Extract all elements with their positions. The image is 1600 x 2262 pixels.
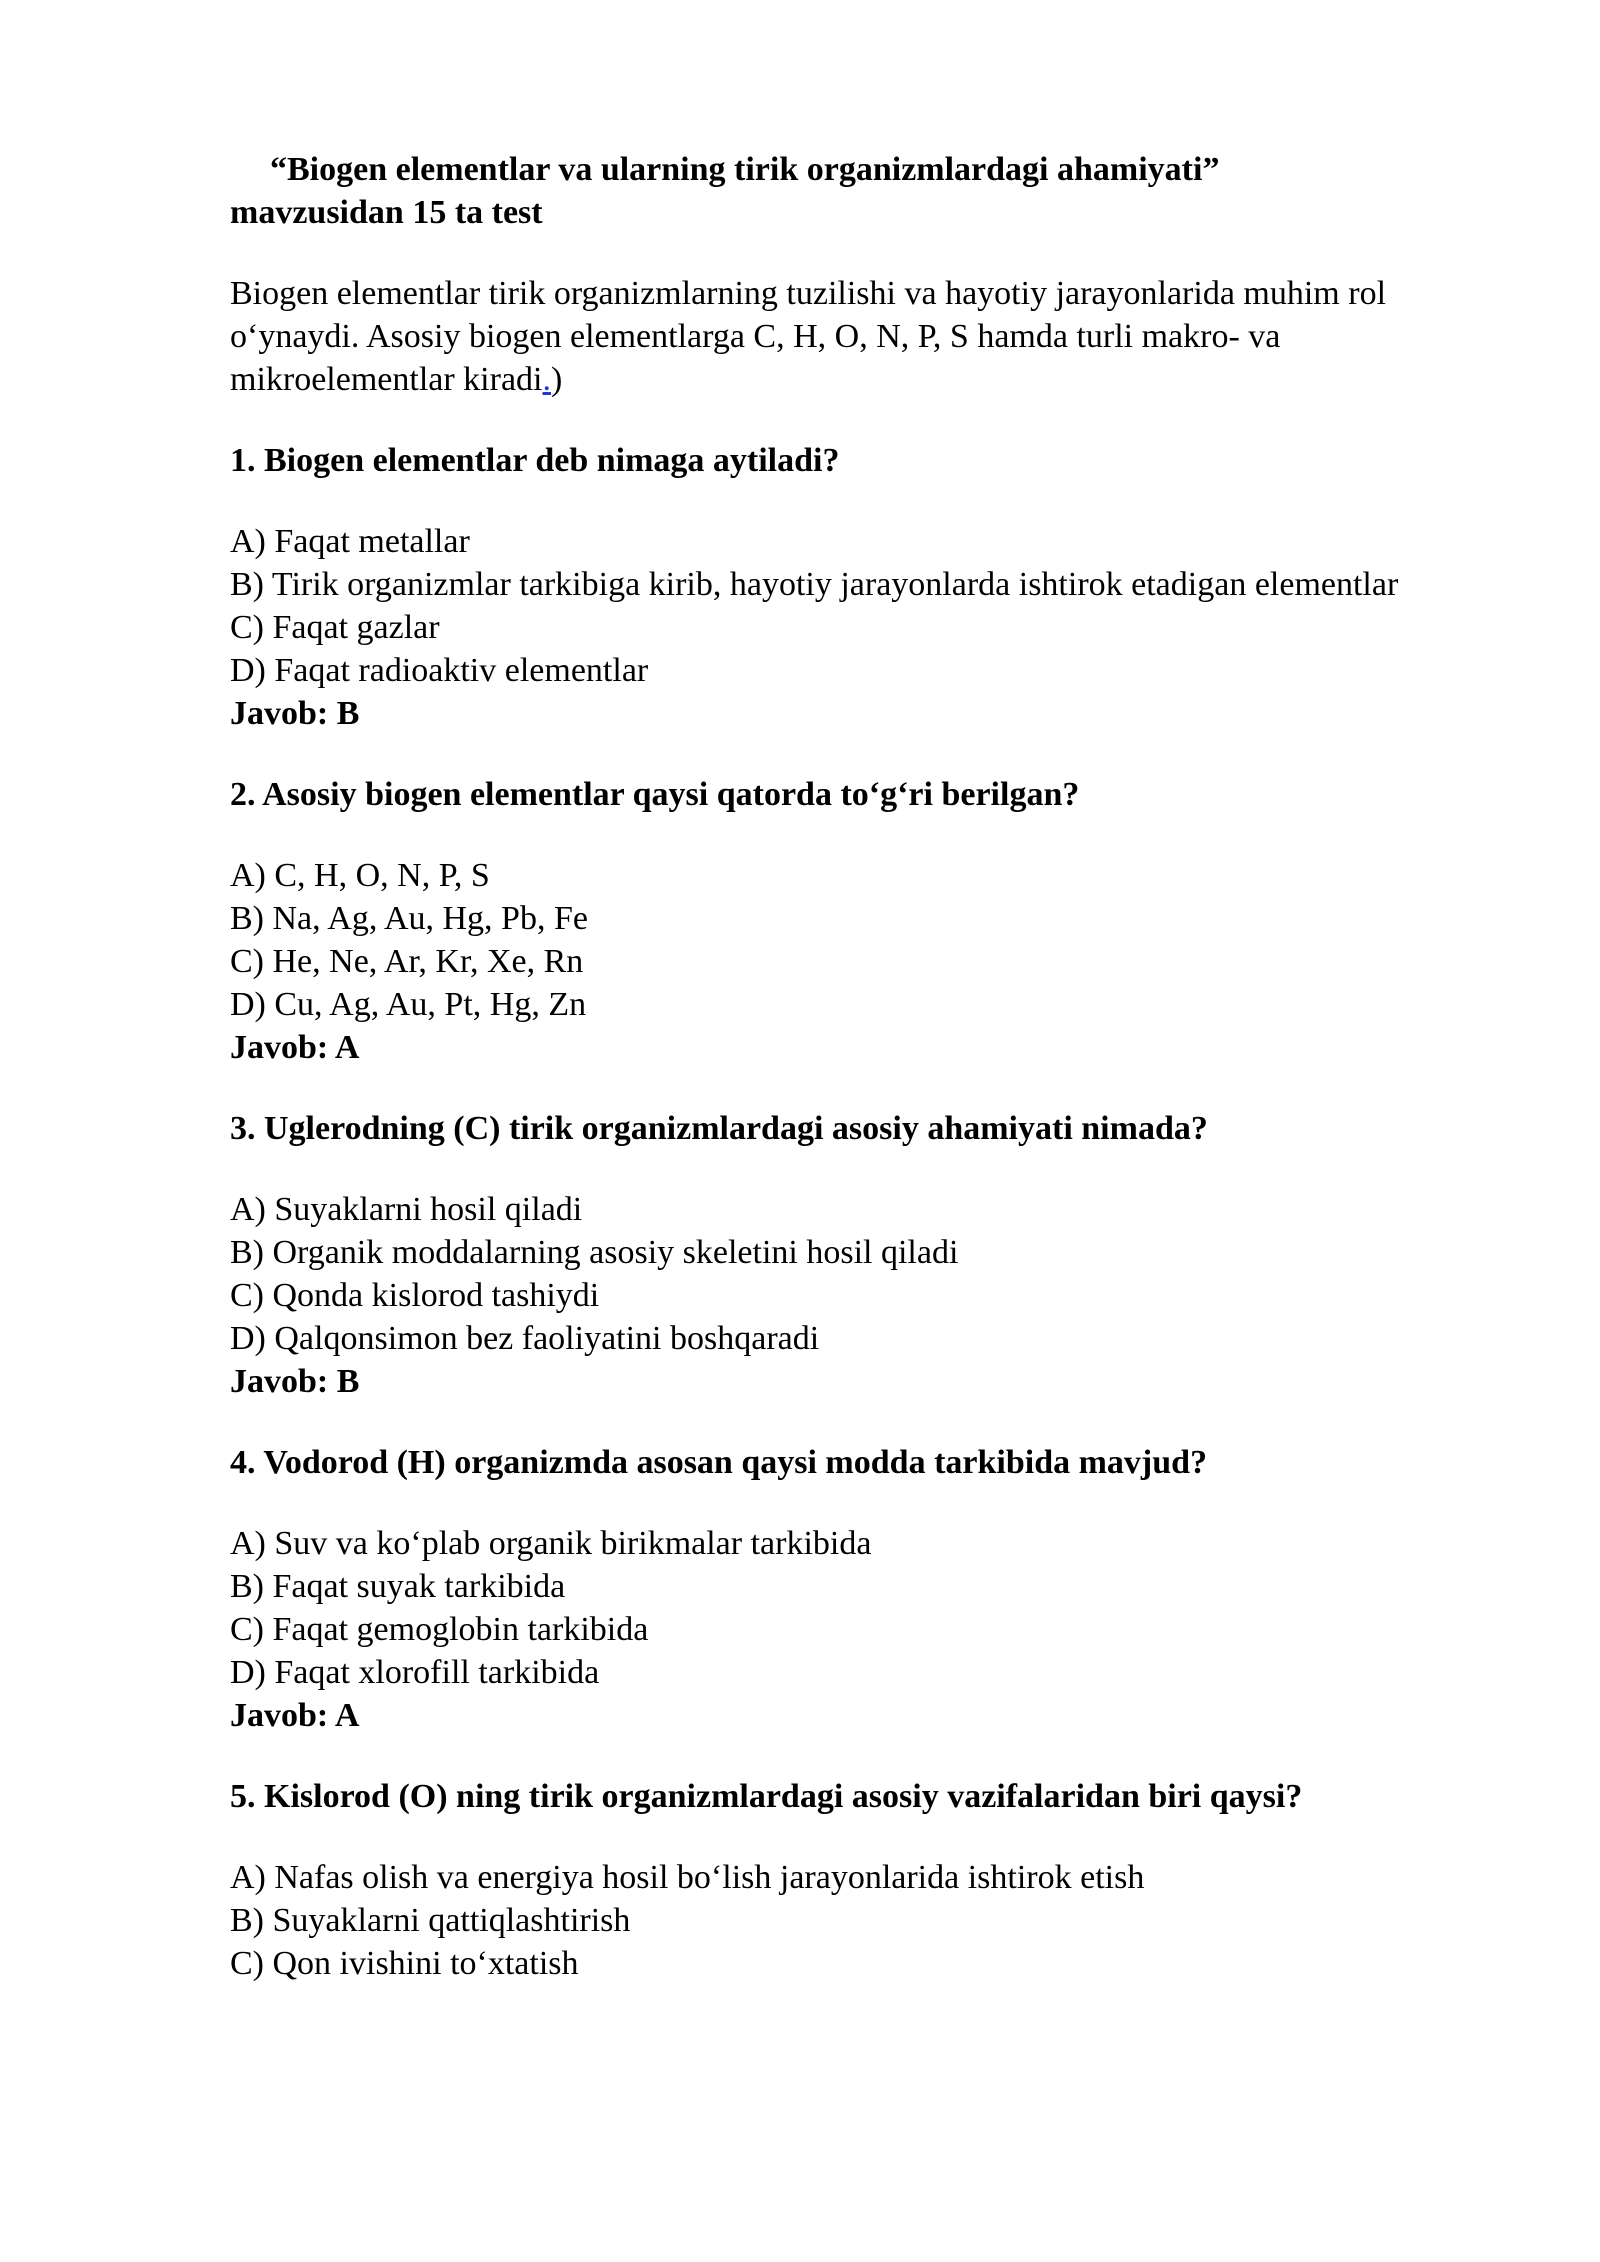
option-d: D) Faqat xlorofill tarkibida bbox=[230, 1654, 600, 1691]
intro-text: Biogen elementlar tirik organizmlarning tuzilishi va hayotiy jarayonlarida muhim rol o‘ynaydi. Asosiy biogen elementlarga C, H, O, N, P, S hamda turli makro- va mikroelementlar kiradi bbox=[230, 275, 1387, 398]
answer: Javob: B bbox=[230, 1363, 360, 1400]
question-text: 3. Uglerodning (C) tirik organizmlardagi asosiy ahamiyati nimada? bbox=[230, 1110, 1208, 1147]
option-b: B) Tirik organizmlar tarkibiga kirib, hayotiy jarayonlarda ishtirok etadigan elementlar bbox=[230, 566, 1399, 603]
question-3 bbox=[230, 1107, 1480, 1403]
intro-link[interactable]: . bbox=[542, 361, 551, 398]
question-4 bbox=[230, 1441, 1480, 1737]
question-text: 2. Asosiy biogen elementlar qaysi qatorda to‘g‘ri berilgan? bbox=[230, 776, 1080, 813]
question-5 bbox=[230, 1775, 1480, 1985]
question-text: 5. Kislorod (O) ning tirik organizmlardagi asosiy vazifalaridan biri qaysi? bbox=[230, 1778, 1303, 1815]
intro-tail: ) bbox=[551, 361, 563, 398]
intro-paragraph bbox=[230, 272, 1480, 401]
option-b: B) Faqat suyak tarkibida bbox=[230, 1568, 566, 1605]
option-c: C) He, Ne, Ar, Kr, Xe, Rn bbox=[230, 943, 584, 980]
answer: Javob: A bbox=[230, 1697, 360, 1734]
option-c: C) Qon ivishini to‘xtatish bbox=[230, 1945, 579, 1982]
option-d: D) Cu, Ag, Au, Pt, Hg, Zn bbox=[230, 986, 587, 1023]
option-c: C) Qonda kislorod tashiydi bbox=[230, 1277, 600, 1314]
option-c: C) Faqat gemoglobin tarkibida bbox=[230, 1611, 649, 1648]
option-d: D) Faqat radioaktiv elementlar bbox=[230, 652, 649, 689]
option-d: D) Qalqonsimon bez faoliyatini boshqaradi bbox=[230, 1320, 820, 1357]
title-line-2: mavzusidan 15 ta test bbox=[230, 194, 543, 231]
option-a: A) Suv va ko‘plab organik birikmalar tarkibida bbox=[230, 1525, 872, 1562]
question-text: 4. Vodorod (H) organizmda asosan qaysi modda tarkibida mavjud? bbox=[230, 1444, 1208, 1481]
option-a: A) C, H, O, N, P, S bbox=[230, 857, 490, 894]
option-b: B) Na, Ag, Au, Hg, Pb, Fe bbox=[230, 900, 588, 937]
document-title bbox=[230, 148, 1480, 234]
option-a: A) Faqat metallar bbox=[230, 523, 470, 560]
question-1 bbox=[230, 439, 1480, 735]
option-a: A) Suyaklarni hosil qiladi bbox=[230, 1191, 583, 1228]
answer: Javob: B bbox=[230, 695, 360, 732]
option-a: A) Nafas olish va energiya hosil bo‘lish jarayonlarida ishtirok etish bbox=[230, 1859, 1145, 1896]
option-c: C) Faqat gazlar bbox=[230, 609, 440, 646]
question-text: 1. Biogen elementlar deb nimaga aytiladi? bbox=[230, 442, 840, 479]
option-b: B) Organik moddalarning asosiy skeletini hosil qiladi bbox=[230, 1234, 959, 1271]
title-line-1: “Biogen elementlar va ularning tirik organizmlardagi ahamiyati” bbox=[270, 151, 1220, 188]
option-b: B) Suyaklarni qattiqlashtirish bbox=[230, 1902, 631, 1939]
answer: Javob: A bbox=[230, 1029, 360, 1066]
question-2 bbox=[230, 773, 1480, 1069]
